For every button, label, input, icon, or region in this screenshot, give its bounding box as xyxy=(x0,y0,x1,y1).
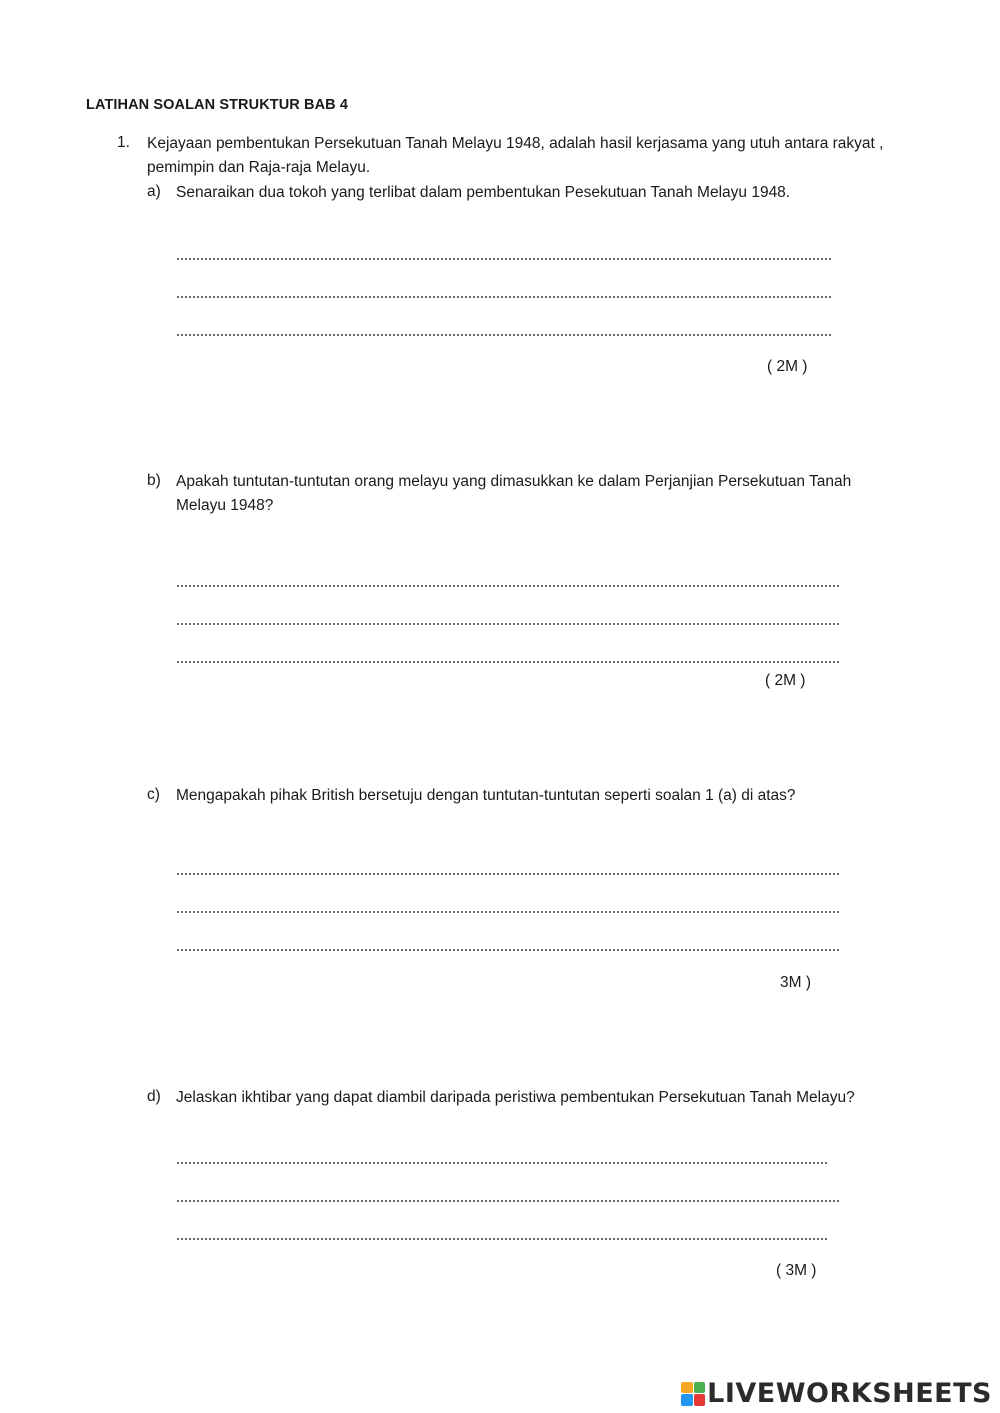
part-a-answer-line-3[interactable] xyxy=(176,334,831,336)
part-c-marks: 3M ) xyxy=(780,974,811,991)
part-c-answer-line-1[interactable] xyxy=(176,873,839,875)
question-number: 1. xyxy=(117,134,130,151)
part-a-answer-line-2[interactable] xyxy=(176,296,831,298)
question-stem: Kejayaan pembentukan Persekutuan Tanah Melayu 1948, adalah hasil kerjasama yang utuh antara rakyat , pemimpin dan Raja-raja Melayu. xyxy=(147,135,884,176)
part-d-marks: ( 3M ) xyxy=(776,1262,817,1279)
liveworksheets-watermark xyxy=(681,1378,992,1409)
part-d-answer-line-3[interactable] xyxy=(176,1238,827,1240)
part-a-answer-line-1[interactable] xyxy=(176,258,831,260)
part-b-label: b) xyxy=(147,472,161,489)
part-a-label: a) xyxy=(147,183,161,200)
worksheet-title: LATIHAN SOALAN STRUKTUR BAB 4 xyxy=(86,97,349,113)
part-c-answer-line-2[interactable] xyxy=(176,911,839,913)
part-c-question: Mengapakah pihak British bersetuju dengan tuntutan-tuntutan seperti soalan 1 (a) di atas? xyxy=(176,787,796,804)
part-b-answer-line-2[interactable] xyxy=(176,623,839,625)
part-b-answer-line-3[interactable] xyxy=(176,661,839,663)
liveworksheets-brand-text: LIVEWORKSHEETS xyxy=(707,1378,992,1409)
part-d-answer-line-2[interactable] xyxy=(176,1200,839,1202)
part-c-answer-line-3[interactable] xyxy=(176,949,839,951)
part-b-answer-line-1[interactable] xyxy=(176,585,839,587)
liveworksheets-logo-icon xyxy=(681,1382,705,1406)
part-d-question: Jelaskan ikhtibar yang dapat diambil daripada peristiwa pembentukan Persekutuan Tanah Melayu? xyxy=(176,1089,855,1106)
part-b-question: Apakah tuntutan-tuntutan orang melayu yang dimasukkan ke dalam Perjanjian Persekutuan Tanah Melayu 1948? xyxy=(176,473,852,514)
part-d-label: d) xyxy=(147,1088,161,1105)
part-a-marks: ( 2M ) xyxy=(767,358,808,375)
part-c-label: c) xyxy=(147,786,160,803)
part-a-question: Senaraikan dua tokoh yang terlibat dalam pembentukan Pesekutuan Tanah Melayu 1948. xyxy=(176,184,791,201)
part-b-marks: ( 2M ) xyxy=(765,672,806,689)
part-d-answer-line-1[interactable] xyxy=(176,1162,827,1164)
